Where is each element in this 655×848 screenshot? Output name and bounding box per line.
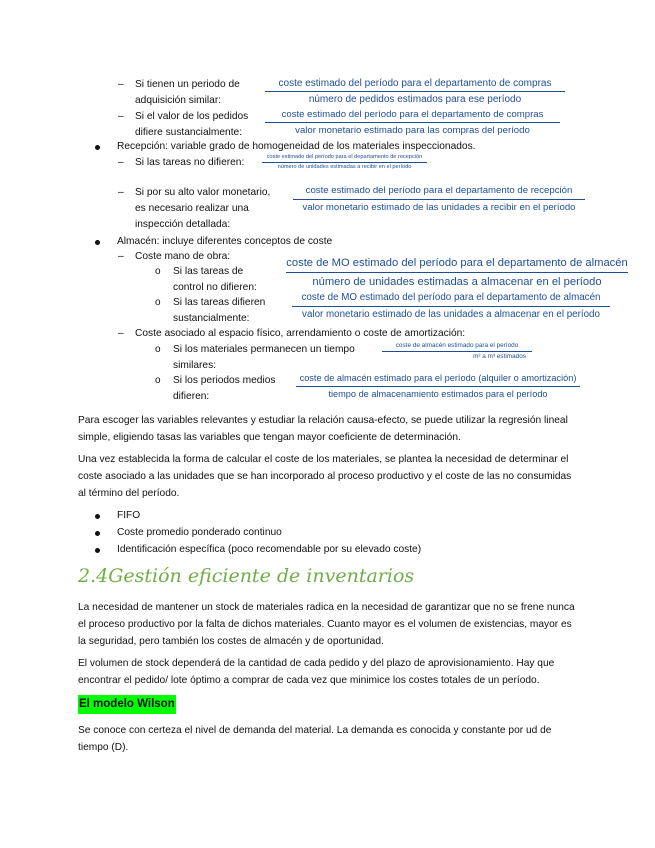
method-fifo: FIFO (117, 510, 141, 521)
paragraph-regression: Para escoger las variables relevantes y estudiar la relación causa-efecto, se puede utilizar la regresión lineal simple, eligiendo tasas las variables que tengan mayor coeficiente de determinación. (78, 415, 568, 443)
ratio-numerator: coste estimado del período para el departamento de recepción (305, 185, 573, 196)
ratio-formula (286, 256, 628, 289)
criterion-text: Si los materiales permanecen un tiempo (173, 344, 355, 355)
circle-marker: o (155, 375, 161, 386)
fraction-bar (292, 306, 610, 307)
criterion-text: Si las tareas de (173, 266, 244, 277)
bullet-marker (95, 548, 100, 553)
paragraph-demand: Se conoce con certeza el nivel de demanda del material. La demanda es conocida y constante por ud de tiempo (D). (78, 725, 552, 753)
ratio-numerator: coste estimado del período para el departamento de compras (278, 78, 552, 89)
ratio-formula (265, 78, 565, 105)
method-specific-identification: Identificación específica (poco recomendable por su elevado coste) (117, 544, 422, 555)
fraction-bar (296, 386, 580, 387)
criterion-text: Si los periodos medios (173, 375, 276, 386)
criterion-text: Si las tareas no difieren: (135, 157, 245, 168)
dash-marker: – (118, 328, 124, 339)
ratio-formula (382, 342, 532, 361)
fraction-bar (265, 91, 565, 92)
ratio-numerator: coste estimado del período para el departamento de recepción (266, 154, 423, 160)
ratio-denominator: tiempo de almacenamiento estimados para el período (328, 389, 548, 399)
paragraph-stock-volume: El volumen de stock dependerá de la cantidad de cada pedido y del plazo de aprovisionamiento. Hay que encontrar el pedido/ lote óptimo a comprar de cada vez que minimice los costes totales de un período. (78, 658, 555, 686)
criterion-text: Si las tareas difieren (173, 297, 266, 308)
store-bullet: Almacén: incluye diferentes conceptos de coste (117, 236, 333, 247)
fraction-bar (265, 122, 560, 123)
paragraph-cost-assignment: Una vez establecida la forma de calcular el coste de los materiales, se plantea la necesidad de determinar el coste asociado a las unidades que se han incorporado al proceso productivo y el coste de las no consumidas al término del período. (78, 454, 572, 499)
ratio-denominator: número de unidades estimadas a recibir en el período (277, 164, 412, 170)
dash-marker: – (118, 187, 124, 198)
ratio-formula (262, 154, 427, 171)
ratio-numerator: coste de almacén estimado para el período (alquiler o amortización) (299, 373, 577, 383)
ratio-numerator: coste estimado del período para el departamento de compras (281, 109, 544, 120)
criterion-text: sustancialmente: (173, 313, 250, 324)
section-heading: 2.4Gestión eficiente de inventarios (78, 565, 415, 587)
criterion-text: control no difieren: (173, 282, 257, 293)
ratio-formula (265, 109, 560, 136)
reception-bullet: Recepción: variable grado de homogeneidad de los materiales inspeccionados. (117, 141, 476, 152)
ratio-denominator: número de unidades estimadas a almacenar en el período (312, 276, 602, 288)
ratio-numerator: coste de MO estimado del período para el departamento de almacén (301, 292, 601, 303)
fraction-bar (286, 272, 628, 273)
wilson-model-heading: El modelo Wilson (78, 695, 176, 714)
dash-marker: – (118, 111, 124, 122)
criterion-text: adquisición similar: (135, 95, 222, 106)
fraction-bar (262, 162, 427, 163)
ratio-numerator: coste de almacén estimado para el período (395, 342, 519, 349)
fraction-bar (293, 199, 585, 200)
circle-marker: o (155, 297, 161, 308)
dash-marker: – (118, 157, 124, 168)
dash-marker: – (118, 251, 124, 262)
ratio-denominator: valor monetario estimado de las unidades a almacenar en el período (302, 309, 600, 320)
criterion-text: difieren: (173, 391, 210, 402)
ratio-denominator: valor monetario estimado para las compras del período (295, 125, 530, 136)
ratio-denominator: número de pedidos estimados para ese período (308, 94, 522, 105)
ratio-formula (293, 185, 585, 214)
criterion-text: Si tienen un periodo de (135, 79, 240, 90)
ratio-denominator: m² a m³ estimados (473, 353, 526, 360)
method-weighted-average: Coste promedio ponderado continuo (117, 527, 282, 538)
criterion-text: similares: (173, 360, 217, 371)
labor-cost-label: Coste mano de obra: (135, 251, 231, 262)
bullet-marker (95, 531, 100, 536)
ratio-formula (296, 373, 580, 400)
bullet-marker (95, 514, 100, 519)
fraction-bar (382, 351, 532, 352)
paragraph-stock-need: La necesidad de mantener un stock de materiales radica en la necesidad de garantizar que no se frene nunca el proceso productivo por la falta de dichos materiales. Cuanto mayor es el volumen de existencias, mayor es la seguridad, pero también los costes de almacén y de oportunidad. (78, 602, 575, 647)
circle-marker: o (155, 266, 161, 277)
dash-marker: – (118, 79, 124, 90)
bullet-marker (95, 240, 100, 245)
bullet-marker (95, 145, 100, 150)
criterion-text: Si por su alto valor monetario, (135, 187, 271, 198)
criterion-text: inspección detallada: (135, 219, 231, 230)
ratio-denominator: valor monetario estimado de las unidades a recibir en el período (302, 202, 576, 213)
ratio-numerator: coste de MO estimado del período para el departamento de almacén (286, 257, 628, 269)
criterion-text: difiere sustancialmente: (135, 127, 243, 138)
criterion-text: es necesario realizar una (135, 203, 249, 214)
ratio-formula (292, 292, 610, 321)
circle-marker: o (155, 344, 161, 355)
criterion-text: Si el valor de los pedidos (135, 111, 249, 122)
space-cost-label: Coste asociado al espacio físico, arrendamiento o coste de amortización: (135, 328, 466, 339)
